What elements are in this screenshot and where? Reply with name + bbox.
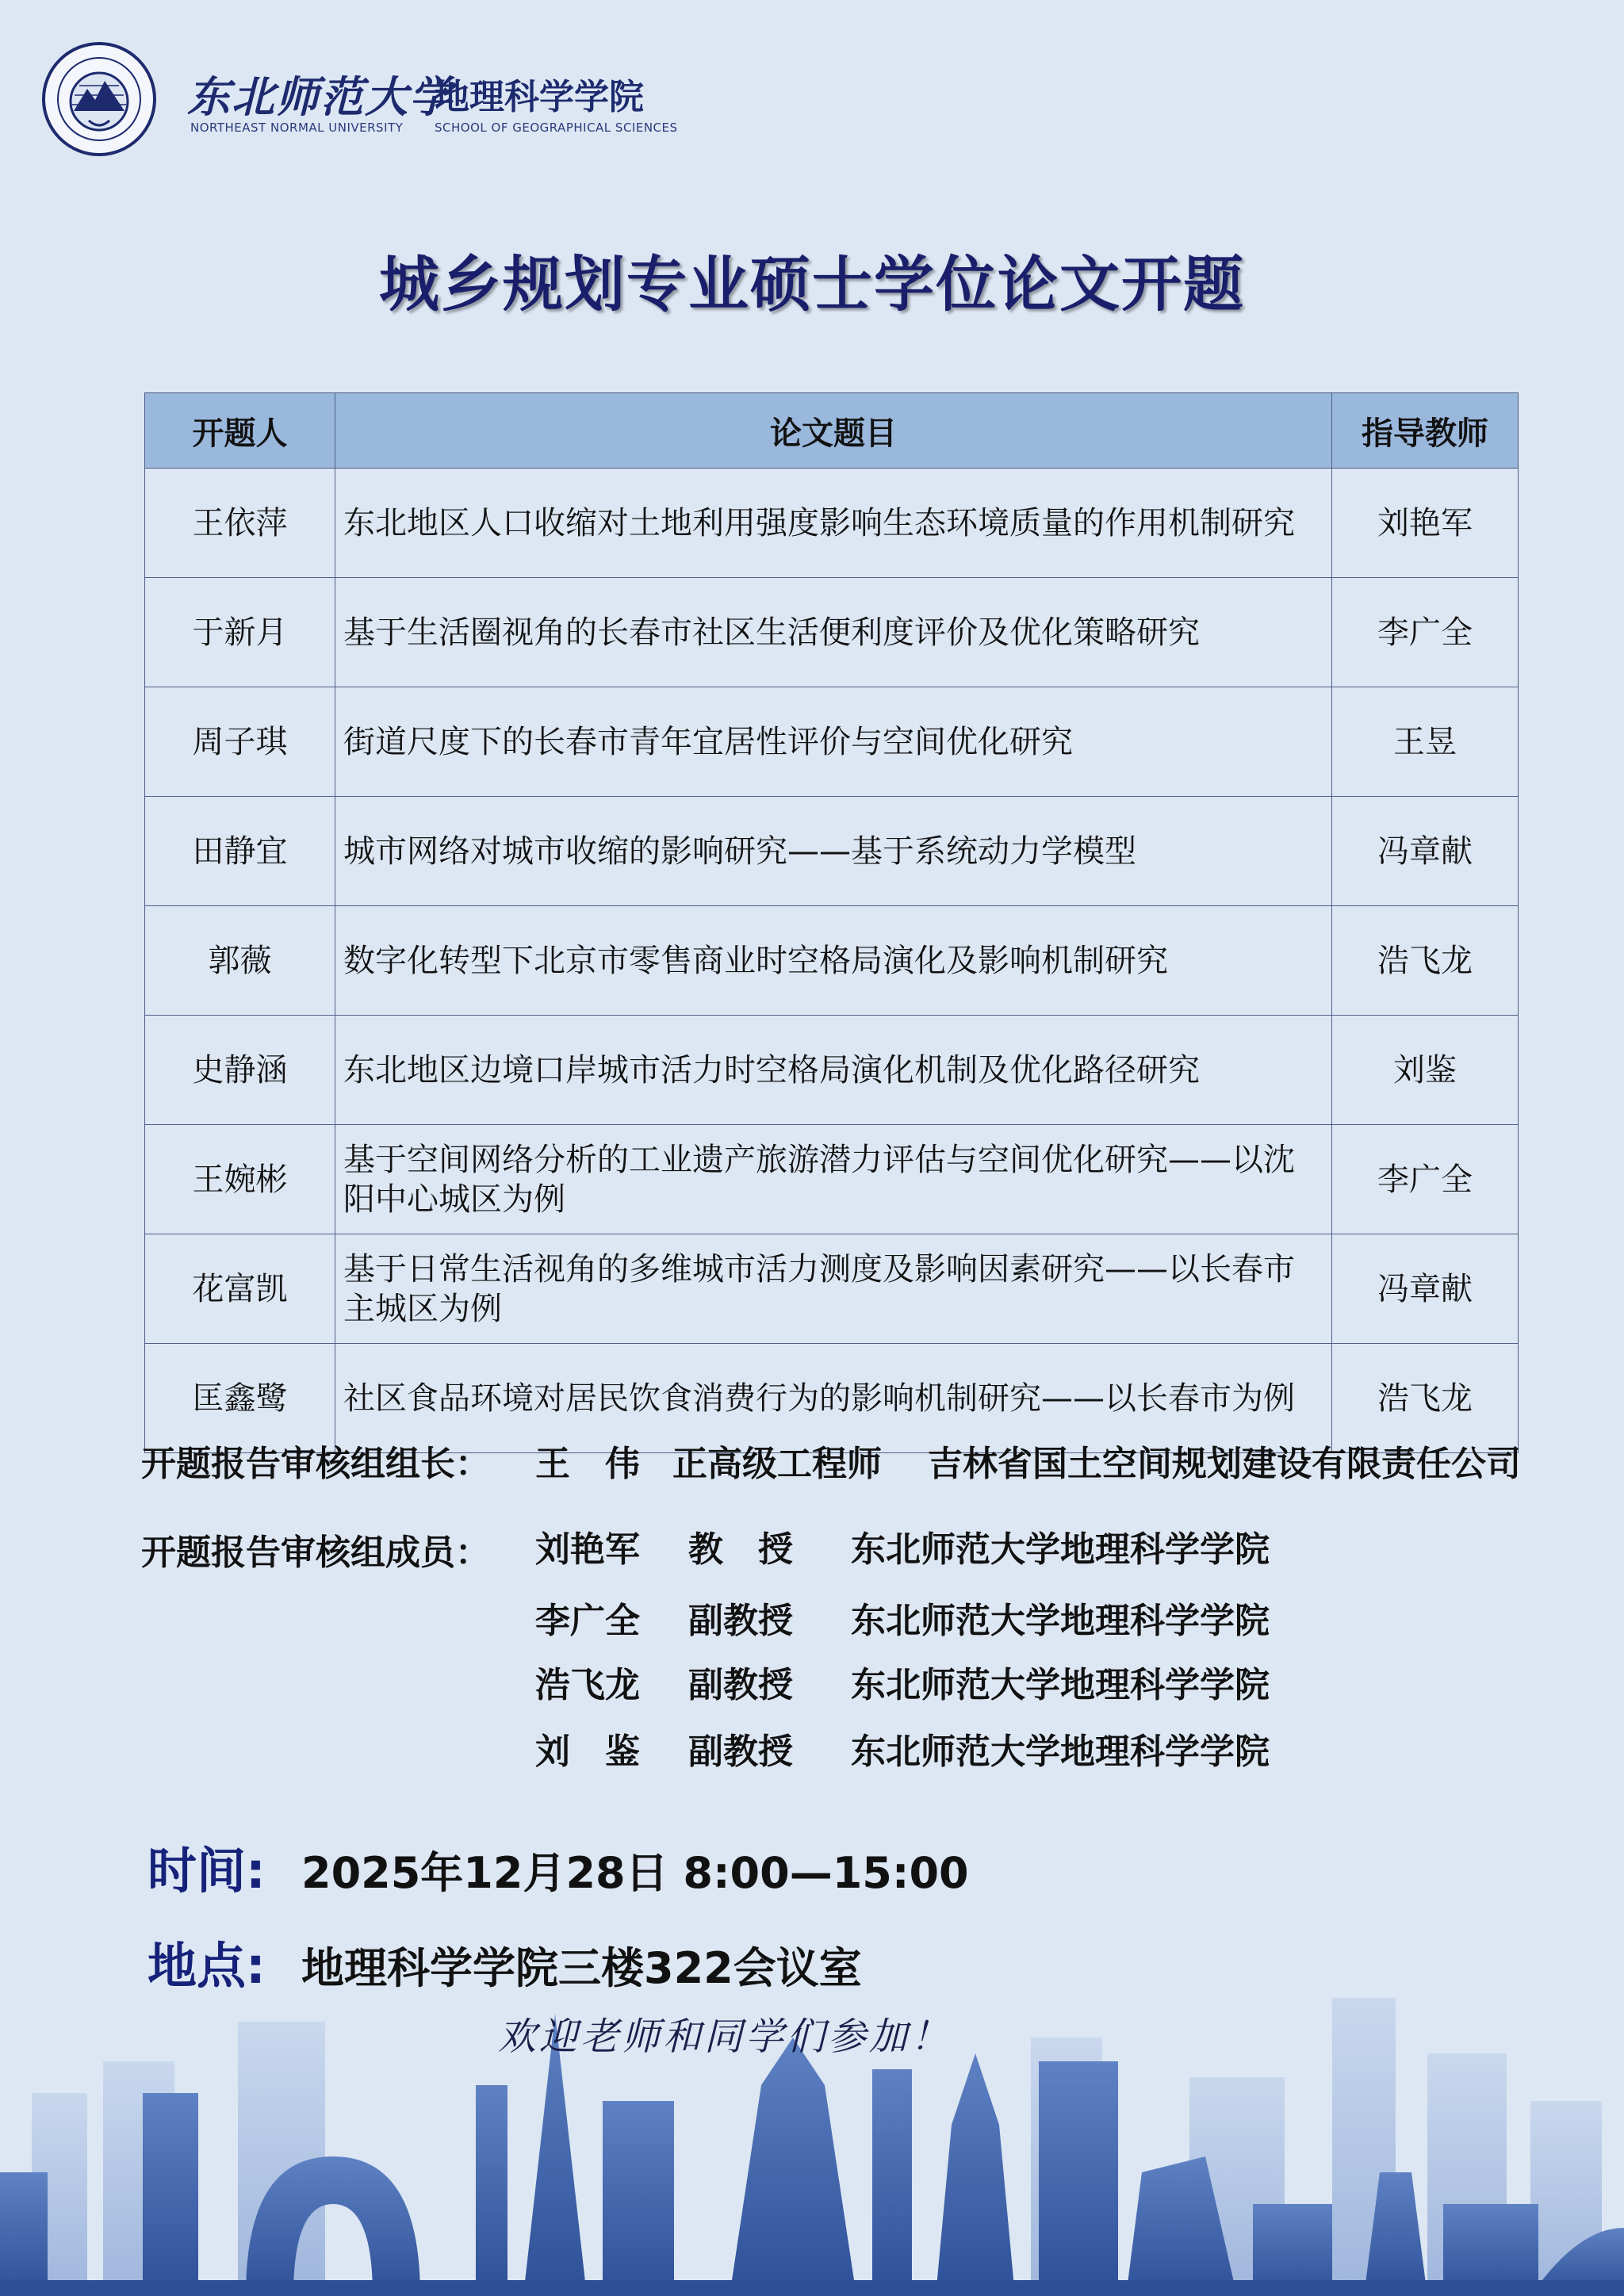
presenter-cell: 史静涵	[145, 1016, 335, 1125]
advisor-cell: 冯章献	[1332, 1234, 1519, 1344]
school-name-en: SCHOOL OF GEOGRAPHICAL SCIENCES	[435, 121, 678, 135]
presenter-cell: 王依萍	[145, 469, 335, 578]
topic-cell: 东北地区边境口岸城市活力时空格局演化机制及优化路径研究	[335, 1016, 1332, 1125]
table-header-row	[145, 393, 1519, 469]
member-name: 刘艳军	[535, 1529, 640, 1570]
page-title: 城乡规划专业硕士学位论文开题	[379, 249, 1245, 320]
table-row	[145, 578, 1519, 687]
school-name: 地理科学学院	[435, 77, 644, 117]
advisor-cell: 刘鉴	[1332, 1016, 1519, 1125]
header-topic: 论文题目	[335, 393, 1332, 469]
advisor-cell: 李广全	[1332, 1125, 1519, 1234]
university-name: 东北师范大学	[187, 71, 454, 122]
topic-cell: 城市网络对城市收缩的影响研究——基于系统动力学模型	[335, 797, 1332, 906]
member-org: 东北师范大学地理科学学院	[851, 1732, 1270, 1772]
presenter-cell: 田静宜	[145, 797, 335, 906]
leader-org: 吉林省国土空间规划建设有限责任公司	[928, 1444, 1521, 1484]
topic-cell: 社区食品环境对居民饮食消费行为的影响机制研究——以长春市为例	[335, 1344, 1332, 1453]
presenter-cell: 花富凯	[145, 1234, 335, 1344]
header	[41, 41, 755, 160]
member-org: 东北师范大学地理科学学院	[851, 1529, 1270, 1570]
time-value: 2025年12月28日 8:00—15:00	[301, 1848, 969, 1898]
presenter-cell: 郭薇	[145, 906, 335, 1016]
proposal-table	[144, 392, 1519, 1453]
member-org: 东北师范大学地理科学学院	[851, 1601, 1270, 1641]
table-row	[145, 469, 1519, 578]
time-label: 时间:	[147, 1842, 266, 1900]
topic-cell: 东北地区人口收缩对土地利用强度影响生态环境质量的作用机制研究	[335, 469, 1332, 578]
presenter-cell: 匡鑫鹭	[145, 1344, 335, 1453]
topic-cell: 基于生活圈视角的长春市社区生活便利度评价及优化策略研究	[335, 578, 1332, 687]
member-title: 副教授	[688, 1601, 793, 1641]
presenter-cell: 周子琪	[145, 687, 335, 797]
university-seal-icon	[41, 41, 157, 157]
advisor-cell: 浩飞龙	[1332, 906, 1519, 1016]
place-value: 地理科学学院三楼322会议室	[301, 1943, 862, 1993]
member-title: 教 授	[688, 1529, 793, 1570]
table-row	[145, 687, 1519, 797]
advisor-cell: 刘艳军	[1332, 469, 1519, 578]
topic-cell: 基于空间网络分析的工业遗产旅游潜力评估与空间优化研究——以沈阳中心城区为例	[335, 1125, 1332, 1234]
leader-label: 开题报告审核组组长：	[141, 1444, 490, 1484]
advisor-cell: 李广全	[1332, 578, 1519, 687]
place-label: 地点:	[147, 1937, 266, 1995]
header-presenter: 开题人	[145, 393, 335, 469]
advisor-cell: 王昱	[1332, 687, 1519, 797]
leader-name: 王 伟	[535, 1444, 640, 1484]
member-name: 浩飞龙	[535, 1665, 640, 1705]
topic-cell: 基于日常生活视角的多维城市活力测度及影响因素研究——以长春市主城区为例	[335, 1234, 1332, 1344]
member-org: 东北师范大学地理科学学院	[851, 1665, 1270, 1705]
member-title: 副教授	[688, 1732, 793, 1772]
header-advisor: 指导教师	[1332, 393, 1519, 469]
advisor-cell: 浩飞龙	[1332, 1344, 1519, 1453]
presenter-cell: 于新月	[145, 578, 335, 687]
advisor-cell: 冯章献	[1332, 797, 1519, 906]
members-label: 开题报告审核组成员：	[141, 1533, 490, 1573]
topic-cell: 街道尺度下的长春市青年宜居性评价与空间优化研究	[335, 687, 1332, 797]
table-row	[145, 1125, 1519, 1234]
university-name-en: NORTHEAST NORMAL UNIVERSITY	[190, 121, 404, 135]
member-title: 副教授	[688, 1665, 793, 1705]
welcome-message: 欢迎老师和同学们参加！	[498, 2015, 952, 2059]
leader-title: 正高级工程师	[672, 1444, 882, 1484]
table-row	[145, 906, 1519, 1016]
table-row	[145, 1016, 1519, 1125]
member-name: 刘 鉴	[535, 1732, 640, 1772]
table-row	[145, 797, 1519, 906]
table-row	[145, 1234, 1519, 1344]
member-name: 李广全	[535, 1601, 640, 1641]
presenter-cell: 王婉彬	[145, 1125, 335, 1234]
topic-cell: 数字化转型下北京市零售商业时空格局演化及影响机制研究	[335, 906, 1332, 1016]
